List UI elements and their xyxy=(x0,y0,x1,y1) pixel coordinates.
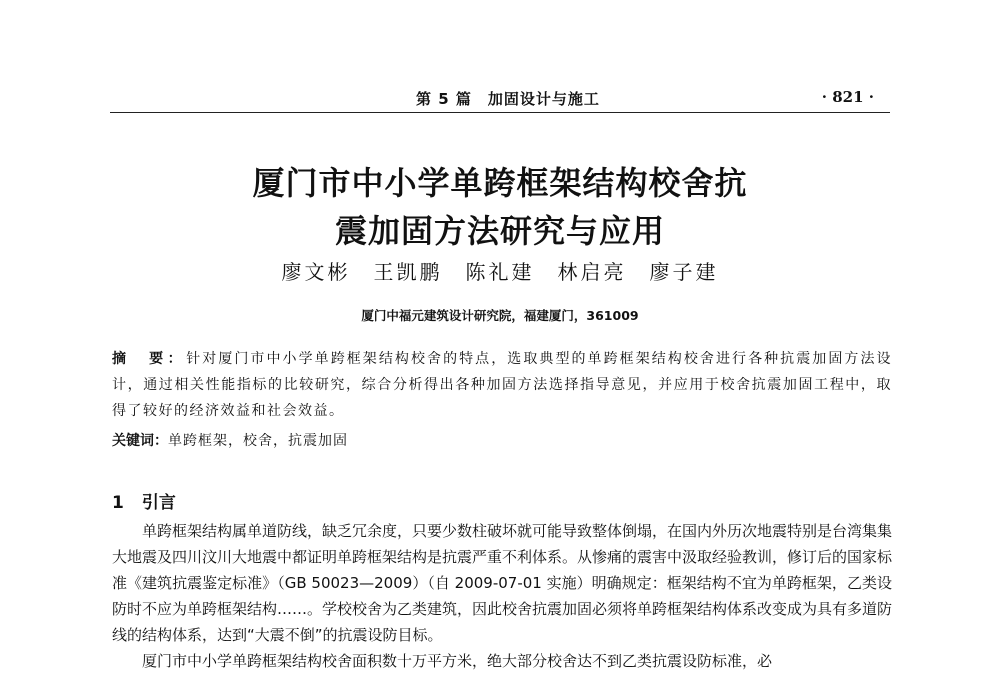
affiliation: 厦门中福元建筑设计研究院，福建厦门，361009 xyxy=(361,308,639,323)
keywords xyxy=(112,428,892,454)
abstract xyxy=(112,346,892,424)
running-header xyxy=(110,86,890,113)
paragraph: 厦门市中小学单跨框架结构校舍面积数十万平方米，绝大部分校舍达不到乙类抗震设防标准，必 xyxy=(142,652,773,670)
page-number: · 821 · xyxy=(821,88,874,106)
section-heading xyxy=(112,488,176,513)
paper-title-line-2: 震加固方法研究与应用 xyxy=(334,212,665,250)
section-title: 引言 xyxy=(141,493,176,513)
body-text xyxy=(112,518,892,674)
abstract-text: 针对厦门市中小学单跨框架结构校舍的特点，选取典型的单跨框架结构校舍进行各种抗震加固方法设计，通过相关性能指标的比较研究，综合分析得出各种加固方法选择指导意见，并应用于校舍抗震加固工程中，取得了较好的经济效益和社会效益。 xyxy=(112,351,893,419)
paper-title-line-1: 厦门市中小学单跨框架结构校舍抗 xyxy=(252,164,748,202)
author-list: 廖文彬 王凯鹏 陈礼建 林启亮 廖子建 xyxy=(281,260,719,284)
keywords-label: 关键词： xyxy=(112,433,168,449)
paragraph: 单跨框架结构属单道防线，缺乏冗余度，只要少数柱破坏就可能导致整体倒塌，在国内外历次地震特别是台湾集集大地震及四川汶川大地震中都证明单跨框架结构是抗震严重不利体系。从惨痛的震害中汲取经验教训，修订后的国家标准《建筑抗震鉴定标准》（GB 50023—2009）（自 2009-07-01 实施）明确规定：框架结构不宜为单跨框架，乙类设防时不应为单跨框架结构……。学校校舍为乙类建筑，因此校舍抗震加固必须将单跨框架结构体系改变成为具有多道防线的结构体系，达到“大震不倒”的抗震设防目标。 xyxy=(112,522,893,644)
keywords-text: 单跨框架，校舍，抗震加固 xyxy=(168,433,348,449)
section-number: 1 xyxy=(112,493,124,513)
abstract-label: 摘 要： xyxy=(112,351,187,367)
header-section-title: 第 5 篇 加固设计与施工 xyxy=(416,90,600,108)
